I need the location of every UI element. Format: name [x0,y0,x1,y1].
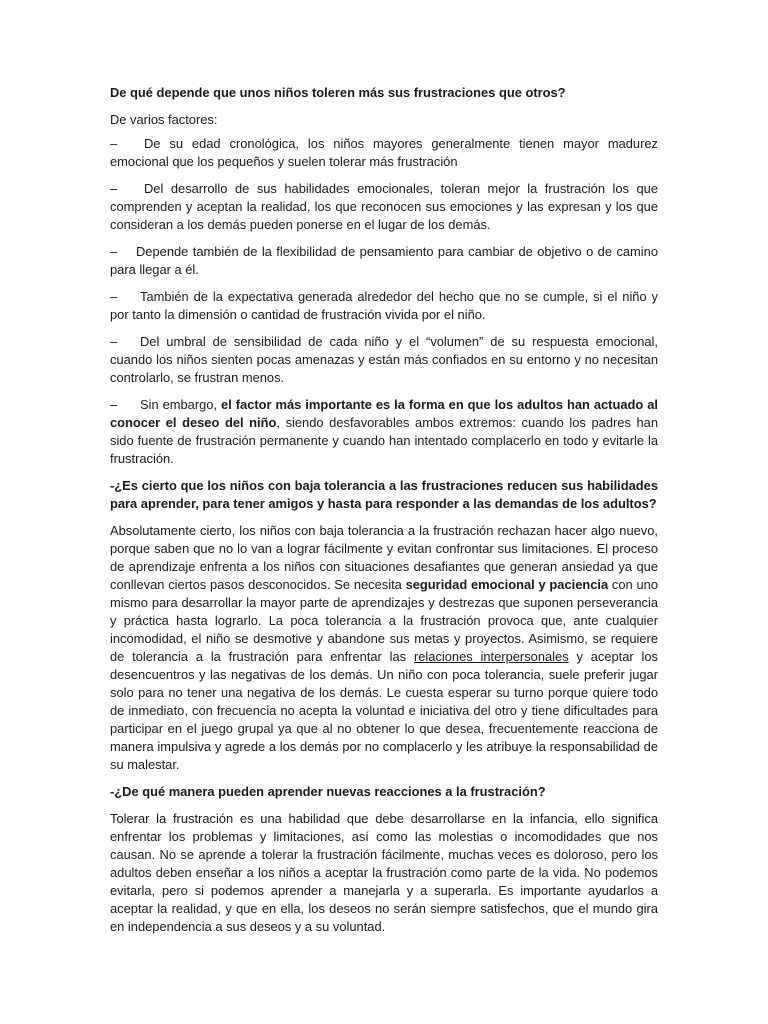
bullet-adults-factor [110,396,658,468]
bullet-text: También de la expectativa generada alrededor del hecho que no se cumple, si el niño y por tanto la dimensión o cantidad de frustración vivida por el niño. [110,289,658,322]
bullet-dash: – [110,397,118,412]
answer-1-part2: con uno mismo para desarrollar la mayor parte de aprendizajes y destrezas que suponen perseverancia y práctica hasta lograrlo. La poca tolerancia a la frustración provoca que, ante cualquier incomodidad, el niño se desmotive y abandone sus metas y proyectos. Asimismo, se requiere de tolerancia a la frustración para enfrentar las [110,577,658,664]
bullet-sensitivity [110,333,658,387]
bullet-flexibility [110,243,658,279]
answer-2: Tolerar la frustración es una habilidad que debe desarrollarse en la infancia, ello significa enfrentar los problemas y limitaciones, así como las molestias o incomodidades que nos causan. No se aprende a tolerar la frustración fácilmente, muchas veces es doloroso, pero los adultos deben enseñar a los niños a aceptar la frustración como parte de la vida. No podemos evitarla, pero si podemos aprender a manejarla y a superarla. Es importante ayudarlos a aceptar la realidad, y que en ella, los deseos no serán siempre satisfechos, que el mundo gira en independencia a sus deseos y a su voluntad. [110,811,658,934]
bullet-age [110,135,658,171]
relaciones-interpersonales-link[interactable]: relaciones interpersonales [413,649,569,664]
bullet-text-post: , siendo desfavorables ambos extremos: cuando los padres han sido fuente de frustración permanente y cuando han intentado complacerlo en todo y evitarle la frustración. [110,415,658,466]
bullet-text: Del umbral de sensibilidad de cada niño y el “volumen” de su respuesta emocional, cuando los niños sienten pocas amenazas y están más confiados en su entorno y no necesitan controlarlo, se frustran menos. [110,334,658,385]
bullet-dash: – [110,136,118,151]
bullet-text: Del desarrollo de sus habilidades emocionales, toleran mejor la frustración los que comprenden y aceptan la realidad, los que reconocen sus emociones y las expresan y los que consideran a los demás pueden ponerse en el lugar de los demás. [110,181,658,232]
question-1: -¿Es cierto que los niños con baja tolerancia a las frustraciones reducen sus habilidades para aprender, para tener amigos y hasta para responder a las demandas de los adultos? [110,478,658,511]
bullet-dash: – [110,181,118,196]
bullet-text-pre: Sin embargo, [140,397,222,412]
answer-1-part1: Absolutamente cierto, los niños con baja tolerancia a la frustración rechazan hacer algo nuevo, porque saben que no lo van a lograr fácilmente y evitan confrontar sus limitaciones. El proceso de aprendizaje enfrenta a los niños con situaciones desafiantes que generan ansiedad ya que conllevan ciertos pasos desconocidos. Se necesita [110,523,658,592]
bullet-emotional-skills [110,180,658,234]
bullet-text-bold: el factor más importante es la forma en que los adultos han actuado al conocer el deseo del niño [110,397,658,430]
bullet-text: De su edad cronológica, los niños mayores generalmente tienen mayor madurez emocional que los pequeños y suelen tolerar más frustración [110,136,658,169]
answer-1-bold: seguridad emocional y paciencia [405,577,609,592]
bullet-text: Depende también de la flexibilidad de pensamiento para cambiar de objetivo o de camino para llegar a él. [110,244,658,277]
bullet-expectation [110,288,658,324]
question-2: -¿De qué manera pueden aprender nuevas reacciones a la frustración? [110,784,546,799]
document-page [110,84,658,945]
answer-1 [110,522,658,774]
bullet-dash: – [110,289,118,304]
intro-text: De varios factores: [110,112,218,127]
document-title: De qué depende que unos niños toleren más sus frustraciones que otros? [110,85,566,100]
bullet-dash: – [110,334,118,349]
bullet-dash: – [110,244,118,259]
answer-1-part3: y aceptar los desencuentros y las negativas de los demás. Un niño con poca tolerancia, suele preferir jugar solo para no tener una negativa de los demás. Le cuesta esperar su turno porque quiere todo de inmediato, con frecuencia no acepta la voluntad e iniciativa del otro y tiene dificultades para participar en el juego grupal ya que al no obtener lo que desea, frecuentemente reacciona de manera impulsiva y agrede a los demás por no complacerlo y les atribuye la responsabilidad de su malestar. [110,649,658,772]
